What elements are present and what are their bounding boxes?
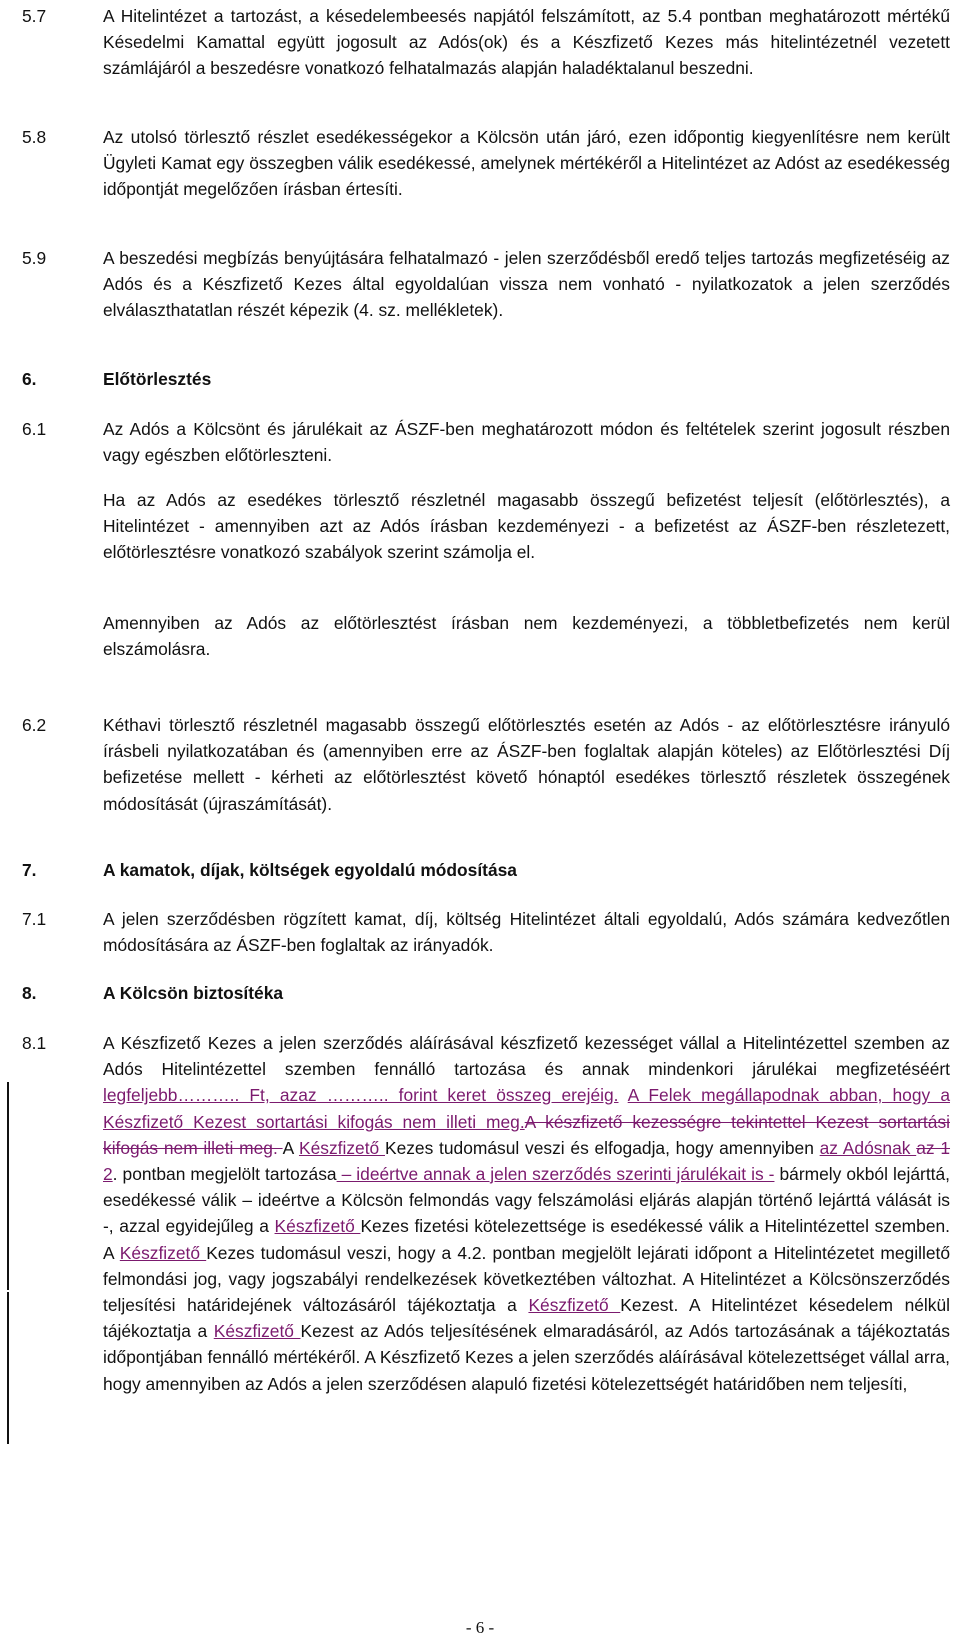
heading-title: A kamatok, díjak, költségek egyoldalú módosítása	[103, 860, 517, 880]
body-text: A Készfizető Kezes a jelen szerződés aláírásával készfizető kezességet vállal a Hitelintézettel szemben az Adós Hitelintézettel szemben fennálló tartozása és annak mindenkori járulékai megfizetéséért	[103, 1033, 950, 1080]
deleted-text: az 1	[916, 1137, 951, 1158]
deleted-text: A készfizető kezességre tekintettel	[524, 1111, 816, 1132]
inserted-text: 2	[103, 1164, 113, 1185]
change-bar	[7, 1190, 9, 1244]
change-bar	[7, 1240, 9, 1290]
body-text: . pontban megjelölt tartozása	[112, 1164, 337, 1185]
section-number: 6.1	[22, 419, 47, 439]
inserted-text: legfeljebb……….. Ft, azaz ……….. forint keret összeg erejéig.	[103, 1085, 619, 1106]
section-number: 6.2	[22, 715, 47, 735]
paragraph-text: Ha az Adós az esedékes törlesztő részletnél magasabb összegű befizetést teljesít (előtörlesztés), a Hitelintézet - amennyiben azt az Adós írásban kezdeményezi - a befizetést az ÁSZF-ben részletezett, előtörlesztésre vonatkozó szabályok szerint számolja el.	[103, 490, 950, 563]
body-text: Kezes tudomásul veszi és elfogadja, hogy amennyiben	[384, 1137, 820, 1158]
heading-number: 7.	[22, 860, 37, 880]
body-text: Kezest az Adós teljesítésének elmaradásáról, az Adós tartozásának a tájékoztatás időpontjában fennálló mértékéről. A Készfizető Kezes a jelen szerződés aláírásával kötelezettséget vállal arra, hogy amennyiben az Adós a jelen szerződésen alapuló fizetési kötelezettségét határidőben nem teljesíti,	[103, 1321, 951, 1394]
inserted-text: Készfizető	[274, 1216, 361, 1237]
section-text: A beszedési megbízás benyújtására felhatalmazó - jelen szerződésből eredő teljes tartozás megfizetéséig az Adós és a Készfizető Kezes által egyoldalúan vissza nem vonható - nyilatkozatok a jelen szerződés elválaszthatatlan részét képezik (4. sz. mellékletek).	[103, 248, 950, 321]
section-text: A jelen szerződésben rögzített kamat, díj, költség Hitelintézet általi egyoldalú, Adós számára kedvezőtlen módosítására az ÁSZF-ben foglaltak az irányadók.	[103, 909, 950, 956]
inserted-text: – ideértve annak a jelen szerződés szerinti járulékait is -	[336, 1164, 775, 1185]
paragraph-text: Amennyiben az Adós az előtörlesztést írásban nem kezdeményezi, a többletbefizetés nem kerül elszámolásra.	[103, 613, 950, 660]
heading-title: Előtörlesztés	[103, 369, 212, 389]
body-text	[619, 1085, 628, 1105]
section-text: A Hitelintézet a tartozást, a késedelembeesés napjától felszámított, az 5.4 pontban meghatározott mértékű Késedelmi Kamattal együtt jogosult az Adós(ok) és a Készfizető Kezes más hitelintézetnél vezetett számlájáról a beszedésre vonatkozó felhatalmazás alapján haladéktalanul beszedni.	[103, 6, 950, 79]
heading-number: 6.	[22, 369, 37, 389]
body-text: A	[282, 1137, 299, 1158]
inserted-text: A Felek megállapodnak abban, hogy a Készfizető Kezest sortartási kifogás nem illeti meg.	[103, 1085, 950, 1132]
deleted-text: Kezest sortartási kifogás nem illeti meg.	[103, 1111, 950, 1158]
change-bar	[7, 1082, 9, 1136]
section-number: 8.1	[22, 1033, 47, 1053]
body-text: Kezes fizetési kötelezettsége is esedékessé válik a Hitelintézettel szemben. A	[103, 1216, 951, 1263]
section-number: 7.1	[22, 909, 47, 929]
page-number: - 6 -	[465, 1618, 495, 1637]
change-bar	[7, 1340, 9, 1398]
section-text: Az utolsó törlesztő részlet esedékességekor a Kölcsön után járó, ezen időpontig kiegyenlítésre nem került Ügyleti Kamat egy összegben válik esedékessé, amelynek mértékéről a Hitelintézet az Adóst az esedékesség időpontját megelőzően írásban értesíti.	[103, 127, 950, 200]
change-bar	[7, 1136, 9, 1190]
section-number: 5.9	[22, 248, 47, 268]
section-number: 5.8	[22, 127, 47, 147]
body-text: bármely okból lejárttá, esedékessé válik – ideértve a Kölcsön felmondás vagy felszámolási eljárás alapján történő lejárttá válását is -, azzal egyidejűleg a	[103, 1164, 950, 1237]
heading-title: A Kölcsön biztosítéka	[103, 983, 284, 1003]
section-text: Az Adós a Kölcsönt és járulékait az ÁSZF-ben meghatározott módon és feltételek szerint jogosult részben vagy egészben előtörleszteni.	[103, 419, 950, 466]
heading-number: 8.	[22, 983, 37, 1003]
change-bar	[7, 1292, 9, 1340]
inserted-text: Készfizető	[528, 1295, 621, 1316]
section-text	[103, 1030, 950, 1397]
body-text: Kezes tudomásul veszi, hogy a 4.2. pontban megjelölt lejárati időpont a Hitelintézetet megillető felmondási jog, vagy jogszabályi rendelkezések következtében változhat. A Hitelintézet a Kölcsönszerződés teljesítési határidejének változásáról tájékoztatja a	[103, 1242, 950, 1316]
change-bar	[7, 1398, 9, 1444]
inserted-text: Készfizető	[213, 1321, 301, 1342]
body-text: Kezest. A Hitelintézet késedelem nélkül tájékoztatja a	[103, 1295, 951, 1342]
inserted-text: az Adósnak	[819, 1137, 917, 1158]
section-number: 5.7	[22, 6, 47, 26]
section-text: Kéthavi törlesztő részletnél magasabb összegű előtörlesztés esetén az Adós - az előtörlesztésre irányuló írásbeli nyilatkozatában és (amennyiben erre az ÁSZF-ben foglaltak alapján köteles) az Előtörlesztési Díj befizetése mellett - kérheti az előtörlesztést követő hónaptól esedékes törlesztő részletek összegének módosítását (újraszámítását).	[103, 715, 950, 814]
inserted-text: Készfizető	[119, 1242, 207, 1263]
inserted-text: Készfizető	[298, 1137, 385, 1158]
